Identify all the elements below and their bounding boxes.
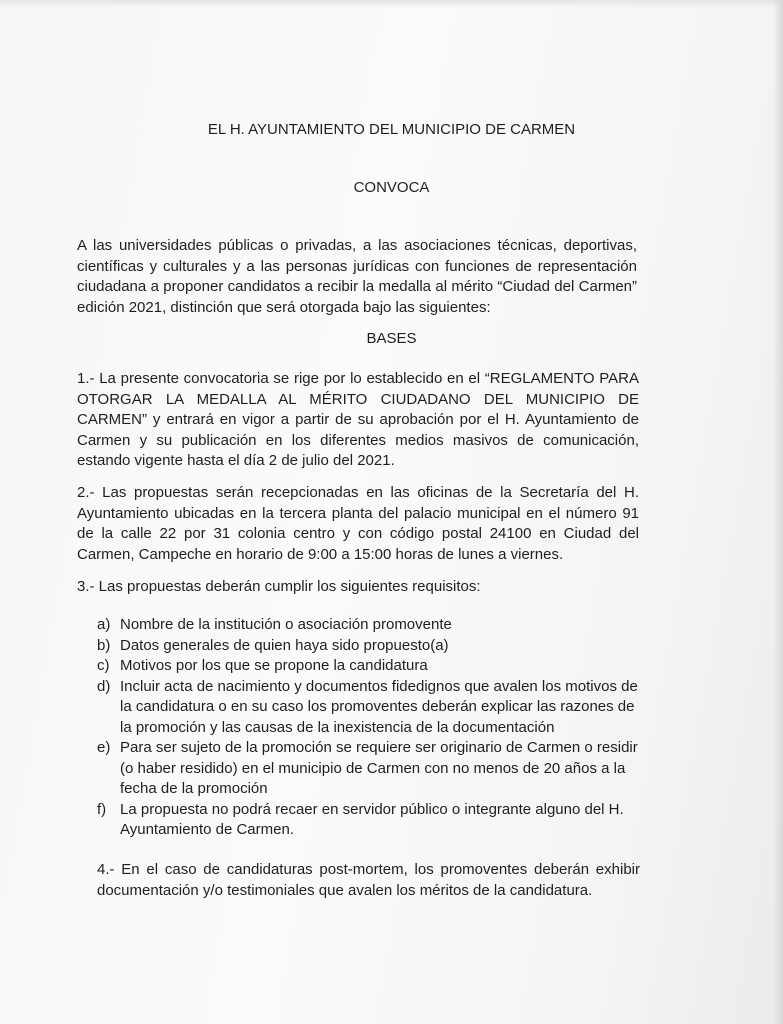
list-item-text: Nombre de la institución o asociación promovente (120, 616, 452, 633)
list-marker: a) (97, 616, 111, 633)
list-item (97, 636, 642, 657)
list-item (97, 615, 642, 636)
document-title: EL H. AYUNTAMIENTO DEL MUNICIPIO DE CARMEN (207, 121, 576, 138)
base-1-paragraph: 1.- La presente convocatoria se rige por lo establecido en el “REGLAMENTO PARA OTORGAR LA MEDALLA AL MÉRITO CIUDADANO DEL MUNICIPIO DE CARMEN” y entrará en vigor a partir de su aprobación por el H. Ayuntamiento de Carmen y su publicación en los diferentes medios masivos de comunicación, estando vigente hasta el día 2 de julio del 2021. (77, 370, 639, 469)
list-item (97, 677, 642, 739)
list-item-text: Motivos por los que se propone la candidatura (120, 657, 428, 674)
list-item-text: Para ser sujeto de la promoción se requiere ser originario de Carmen o residir (o haber residido) en el municipio de Carmen con no menos de 20 años a la fecha de la promoción (120, 739, 638, 797)
base-4-paragraph: 4.- En el caso de candidaturas post-mortem, los promoventes deberán exhibir documentación y/o testimoniales que avalen los méritos de la candidatura. (97, 861, 640, 899)
list-marker: f) (97, 800, 107, 818)
base-2-paragraph: 2.- Las propuestas serán recepcionadas en las oficinas de la Secretaría del H. Ayuntamiento ubicadas en la tercera planta del palacio municipal en el número 91 de la calle 22 por 31 colonia centro y con código postal 24100 en Ciudad del Carmen, Campeche en horario de 9:00 a 15:00 horas de lunes a viernes. (77, 484, 639, 563)
list-item (97, 738, 642, 800)
document-subtitle: CONVOCA (353, 179, 430, 196)
page-top-edge (0, 0, 783, 8)
list-marker: c) (97, 657, 110, 674)
list-item (97, 656, 642, 677)
page-right-edge (773, 0, 783, 1024)
intro-paragraph: A las universidades públicas o privadas, a las asociaciones técnicas, deportivas, científicas y culturales y a las personas jurídicas con funciones de representación ciudadana a proponer candidatos a recibir la medalla al mérito “Ciudad del Carmen” edición 2021, distinción que será otorgada bajo las siguientes: (77, 237, 637, 316)
list-item (97, 800, 642, 841)
base-3-paragraph: 3.- Las propuestas deberán cumplir los siguientes requisitos: (77, 578, 481, 595)
list-item-text: La propuesta no podrá recaer en servidor público o integrante alguno del H. Ayuntamiento de Carmen. (120, 800, 624, 838)
list-marker: b) (97, 636, 111, 654)
requirements-list (97, 615, 642, 841)
list-item-text: Datos generales de quien haya sido propuesto(a) (120, 636, 449, 654)
list-marker: d) (97, 677, 111, 695)
bases-heading: BASES (366, 330, 417, 347)
list-item-text: Incluir acta de nacimiento y documentos fidedignos que avalen los motivos de la candidatura o en su caso los promoventes deberán explicar las razones de la promoción y las causas de la inexistencia de la documentación (120, 677, 638, 736)
list-marker: e) (97, 739, 111, 756)
